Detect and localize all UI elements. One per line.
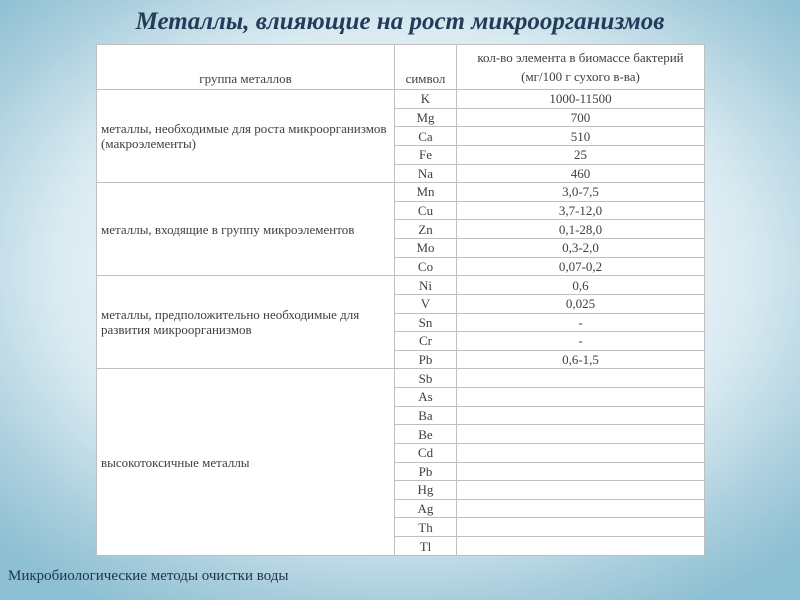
header-group: группа металлов: [97, 45, 395, 90]
element-amount: [457, 518, 705, 537]
table-row: [97, 90, 705, 109]
element-symbol: Ba: [395, 406, 457, 425]
element-amount: -: [457, 332, 705, 351]
element-amount: 0,1-28,0: [457, 220, 705, 239]
group-label: металлы, входящие в группу микроэлементов: [97, 183, 395, 276]
element-symbol: Zn: [395, 220, 457, 239]
element-amount: [457, 406, 705, 425]
element-symbol: Fe: [395, 145, 457, 164]
element-amount: 460: [457, 164, 705, 183]
element-amount: [457, 388, 705, 407]
element-amount: -: [457, 313, 705, 332]
element-amount: 0,6: [457, 276, 705, 295]
element-amount: [457, 443, 705, 462]
group-label: высокотоксичные металлы: [97, 369, 395, 556]
element-symbol: Ag: [395, 499, 457, 518]
table-body: [97, 90, 705, 556]
element-symbol: Na: [395, 164, 457, 183]
element-symbol: Cd: [395, 443, 457, 462]
element-symbol: Tl: [395, 537, 457, 556]
table-row: [97, 369, 705, 388]
element-amount: [457, 462, 705, 481]
element-amount: 0,3-2,0: [457, 239, 705, 258]
slide-title: Металлы, влияющие на рост микроорганизмов: [135, 8, 665, 35]
header-symbol: символ: [395, 45, 457, 90]
table-row: [97, 183, 705, 202]
element-symbol: Ca: [395, 127, 457, 146]
element-amount: 0,07-0,2: [457, 257, 705, 276]
element-amount: 1000-11500: [457, 90, 705, 109]
element-symbol: Sn: [395, 313, 457, 332]
element-amount: [457, 481, 705, 500]
element-amount: [457, 425, 705, 444]
element-symbol: Mo: [395, 239, 457, 258]
table-header-row: [97, 45, 705, 90]
element-amount: 3,7-12,0: [457, 201, 705, 220]
footer-caption: Микробиологические методы очистки воды: [8, 568, 289, 584]
element-symbol: Be: [395, 425, 457, 444]
element-amount: [457, 537, 705, 556]
element-amount: 700: [457, 108, 705, 127]
element-amount: 25: [457, 145, 705, 164]
element-amount: [457, 369, 705, 388]
element-symbol: K: [395, 90, 457, 109]
element-symbol: Mn: [395, 183, 457, 202]
element-symbol: Sb: [395, 369, 457, 388]
header-amount: кол-во элемента в биомассе бактерий (мг/100 г сухого в-ва): [457, 45, 705, 90]
element-symbol: Ni: [395, 276, 457, 295]
metals-table: [96, 44, 705, 556]
element-symbol: Pb: [395, 462, 457, 481]
element-symbol: V: [395, 294, 457, 313]
element-symbol: Co: [395, 257, 457, 276]
element-amount: 510: [457, 127, 705, 146]
metals-table-container: [96, 44, 704, 556]
element-amount: 0,025: [457, 294, 705, 313]
element-symbol: Pb: [395, 350, 457, 369]
table-row: [97, 276, 705, 295]
element-symbol: Hg: [395, 481, 457, 500]
element-amount: 0,6-1,5: [457, 350, 705, 369]
element-symbol: Cu: [395, 201, 457, 220]
element-symbol: Th: [395, 518, 457, 537]
group-label: металлы, предположительно необходимые для развития микроорганизмов: [97, 276, 395, 369]
group-label: металлы, необходимые для роста микроорганизмов (макроэлементы): [97, 90, 395, 183]
element-symbol: Mg: [395, 108, 457, 127]
element-amount: 3,0-7,5: [457, 183, 705, 202]
element-symbol: Cr: [395, 332, 457, 351]
element-amount: [457, 499, 705, 518]
element-symbol: As: [395, 388, 457, 407]
